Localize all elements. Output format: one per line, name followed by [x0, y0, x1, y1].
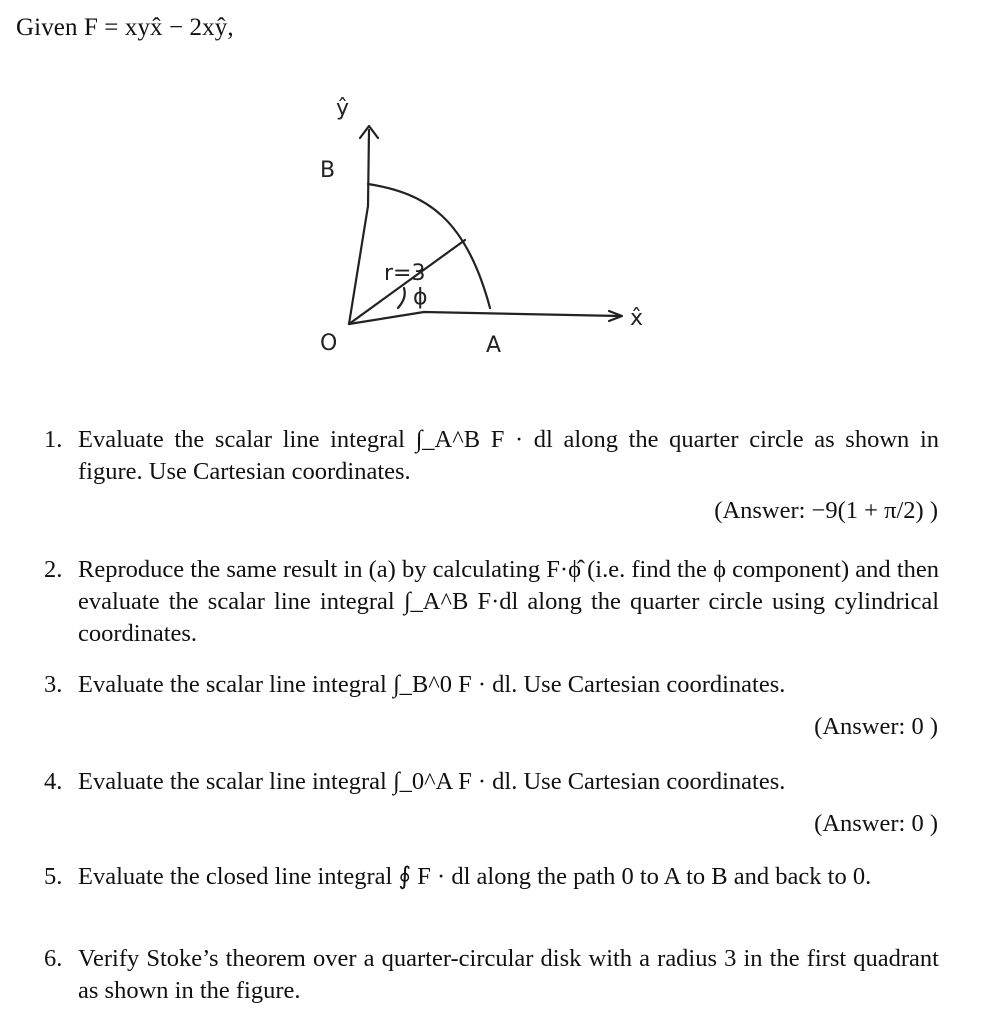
- problem-text: Reproduce the same result in (a) by calculating F·ϕ̂ (i.e. find the ϕ component) and then evaluate the scalar line integral ∫_A^B F·dl along the quarter circle using cylindrical coordinates.: [78, 556, 939, 647]
- y-axis-line: [349, 130, 369, 324]
- answer-4: (Answer: 0 ): [814, 810, 938, 837]
- problem-text: Verify Stoke’s theorem over a quarter-circular disk with a radius 3 in the first quadrant as shown in the figure.: [78, 945, 939, 1004]
- x-axis-line: [349, 312, 620, 324]
- problem-4: [44, 766, 939, 798]
- problem-3: [44, 669, 939, 701]
- problem-2: [44, 554, 939, 650]
- origin-label: O: [320, 331, 338, 356]
- problem-statement-header: Given F = xyx̂ − 2xŷ,: [16, 14, 234, 41]
- phi-label: ϕ: [413, 285, 428, 310]
- problem-number: 3.: [44, 671, 63, 698]
- y-axis-label: ŷ: [336, 96, 350, 121]
- problem-text: Evaluate the scalar line integral ∫_A^B F · dl along the quarter circle as shown in figure. Use Cartesian coordinates.: [78, 426, 939, 485]
- quarter-circle-arc: [368, 184, 490, 308]
- problem-1: [44, 424, 939, 488]
- problem-5: [44, 861, 939, 893]
- problem-number: 4.: [44, 768, 63, 795]
- b-point-label: B: [320, 158, 336, 183]
- problem-number: 5.: [44, 863, 63, 890]
- answer-1: (Answer: −9(1 + π/2) ): [714, 497, 938, 524]
- problem-text: Evaluate the closed line integral ∮ F · dl along the path 0 to A to B and back to 0.: [78, 863, 872, 890]
- x-axis-label: x̂: [630, 306, 644, 331]
- problem-number: 6.: [44, 945, 63, 972]
- problem-number: 2.: [44, 556, 63, 583]
- answer-3: (Answer: 0 ): [814, 713, 938, 740]
- phi-angle-arc: [398, 288, 405, 308]
- problem-text: Evaluate the scalar line integral ∫_0^A F · dl. Use Cartesian coordinates.: [78, 768, 786, 795]
- a-point-label: A: [486, 333, 502, 358]
- radius-label: r=3: [384, 261, 426, 286]
- problem-6: [44, 943, 939, 1007]
- problem-number: 1.: [44, 426, 63, 453]
- quarter-circle-figure: [300, 72, 690, 372]
- problem-text: Evaluate the scalar line integral ∫_B^0 F · dl. Use Cartesian coordinates.: [78, 671, 786, 698]
